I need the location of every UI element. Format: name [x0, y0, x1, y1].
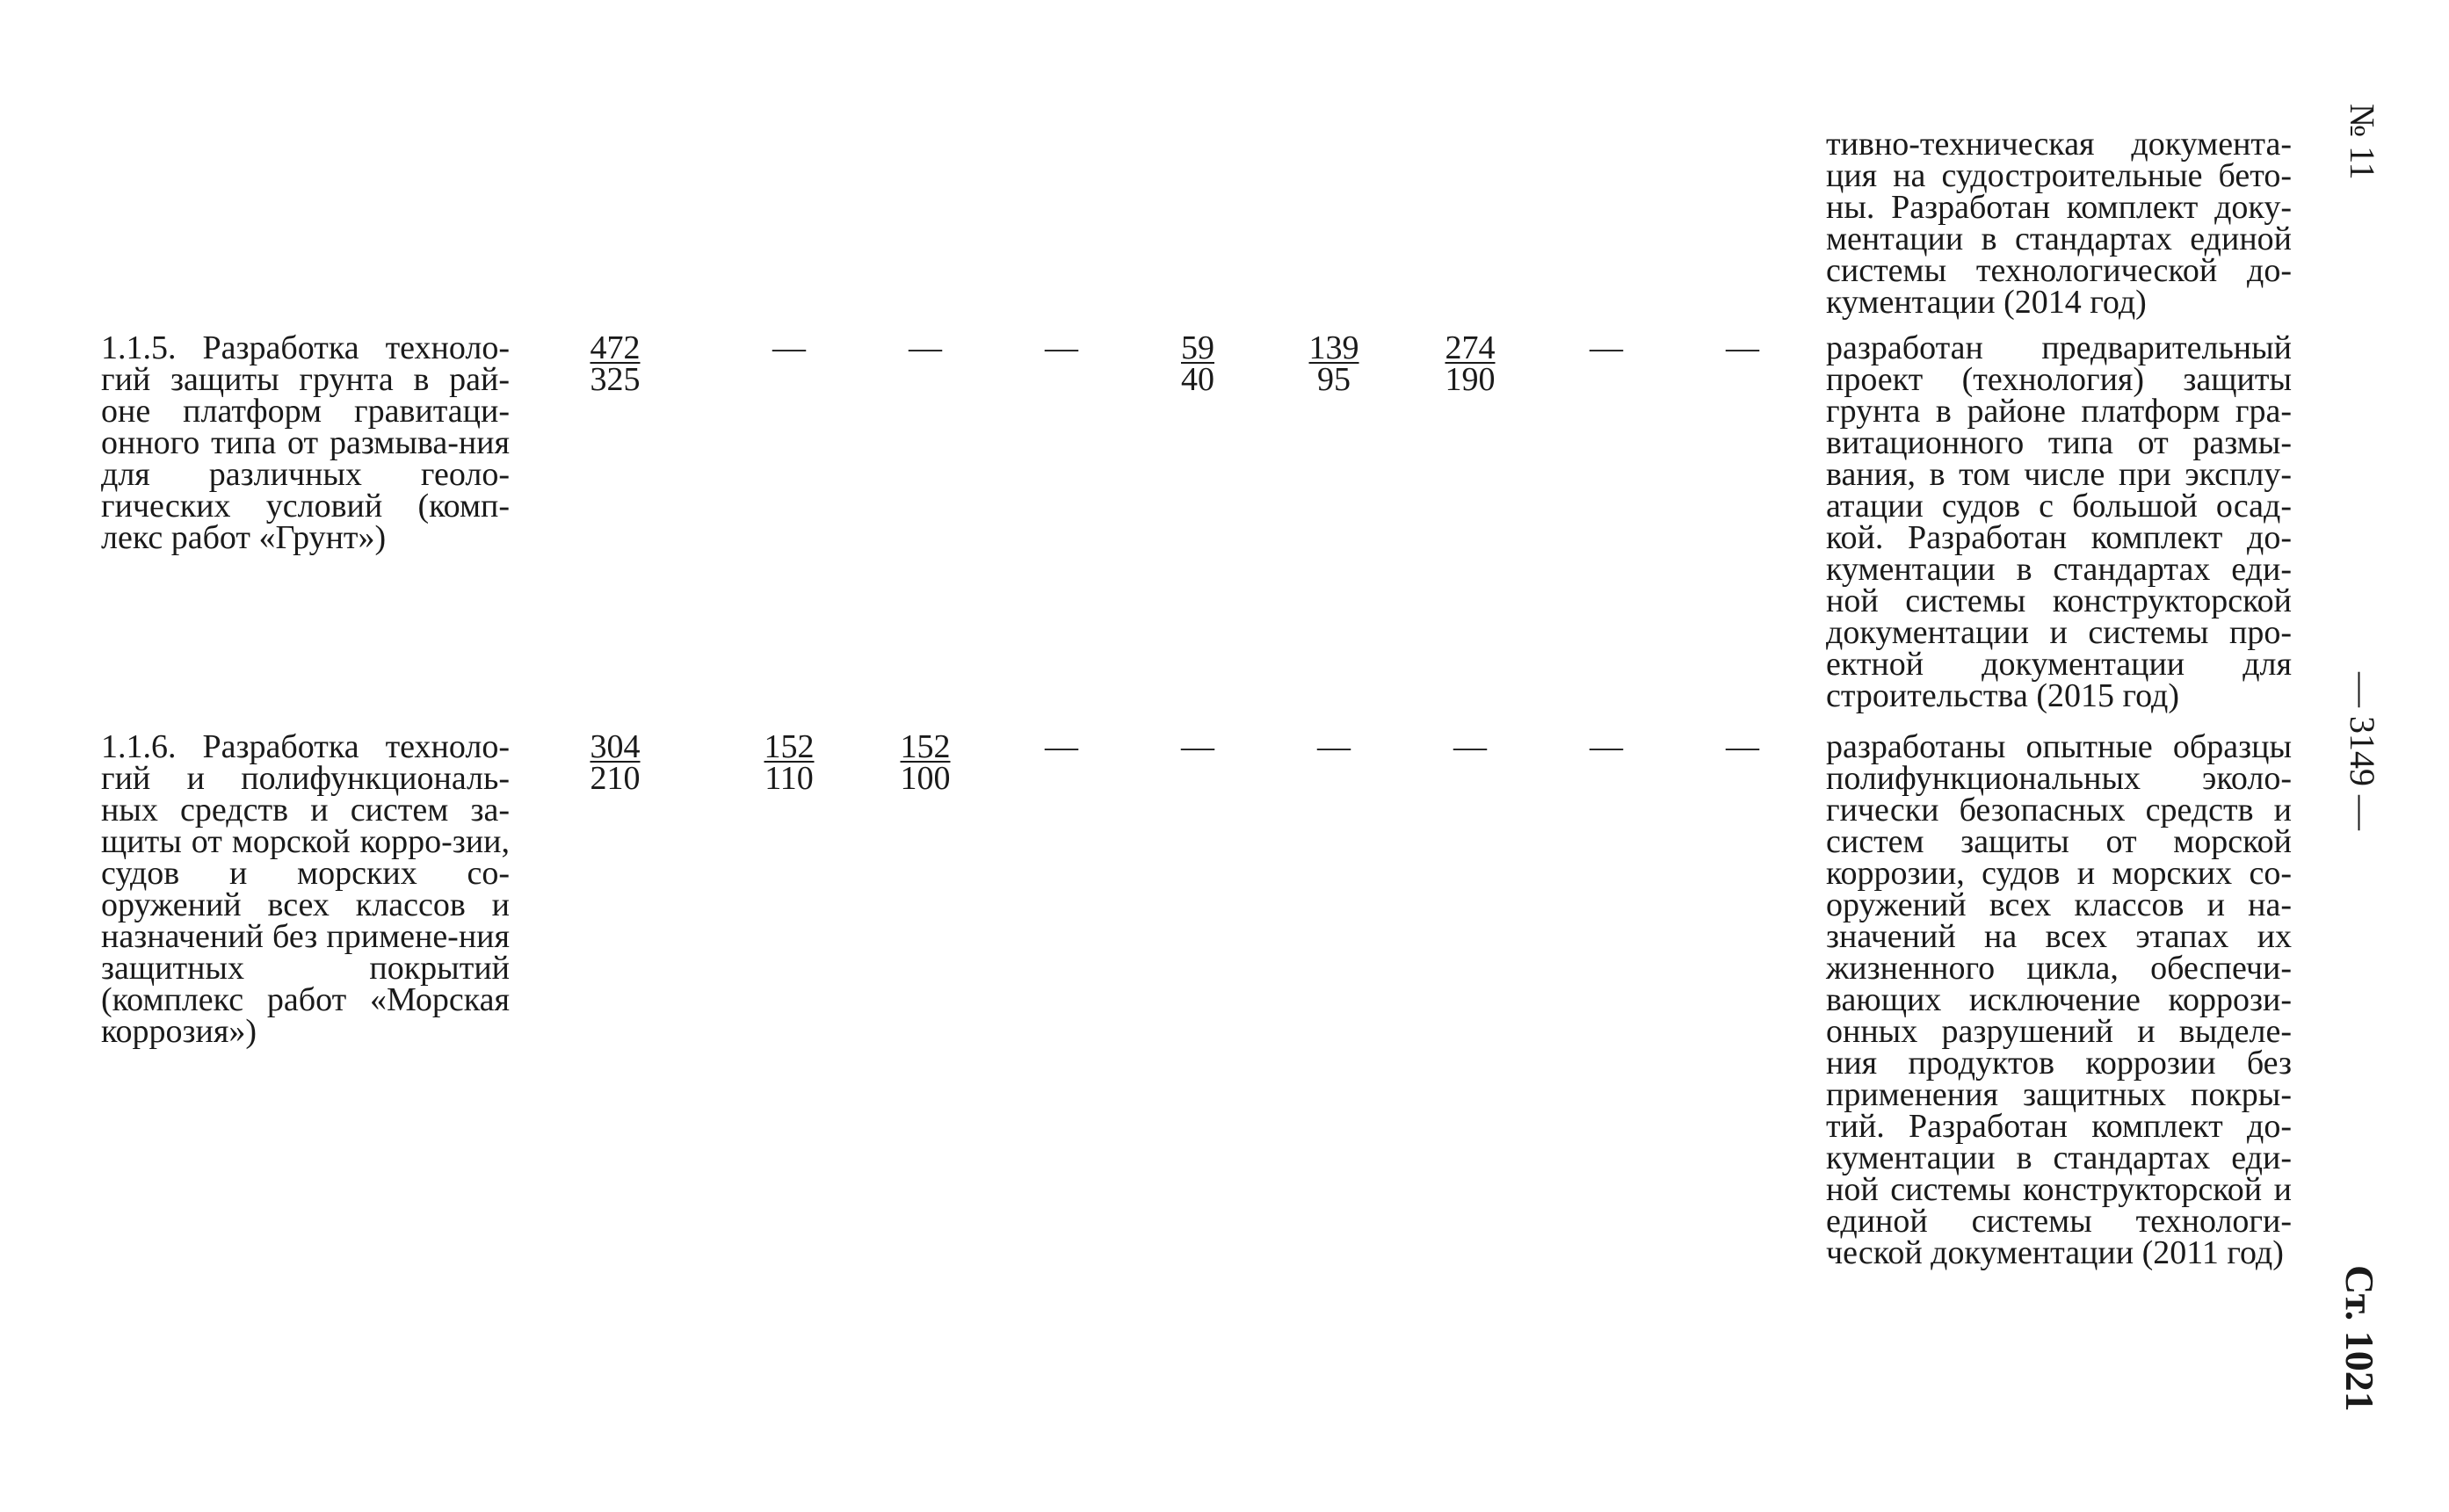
value-bottom: 95: [1317, 361, 1351, 398]
value-top: 274: [1445, 329, 1496, 366]
row-1-1-6-col-1: [554, 728, 677, 797]
row-1-1-6-col-8: [1545, 728, 1668, 765]
value-top: 152: [900, 728, 951, 765]
row-1-1-5-result: разработан предварительный проект (технология) защиты грунта в районе платформ гра-витационного типа от размы-вания, в том числе при эксплу-атации судов с большой осад-кой. Разработан комплект до-кументации в стандартах еди-ной системы конструкторской документации и системы про-ектной документации для строительства (2015 год): [1826, 329, 2292, 714]
value-top: 472: [590, 329, 641, 366]
value-bottom: 110: [764, 760, 814, 797]
row-1-1-5-col-3: [864, 329, 987, 366]
empty-dash: —: [1317, 728, 1351, 765]
value-top: 304: [590, 728, 641, 765]
row-1-1-6-col-5: [1136, 728, 1259, 765]
value-bottom: 40: [1181, 361, 1214, 398]
empty-dash: —: [1181, 728, 1214, 765]
row-1-1-6-col-7: [1409, 728, 1532, 765]
empty-dash: —: [772, 329, 806, 366]
value-bottom: 100: [900, 760, 951, 797]
row-1-1-6-col-4: [1000, 728, 1123, 765]
value-top: 139: [1308, 329, 1359, 366]
empty-dash: —: [1726, 329, 1759, 366]
value-bottom: 325: [590, 361, 641, 398]
row-1-1-5-col-2: [728, 329, 851, 366]
row-1-1-5-name: 1.1.5. Разработка техноло-гий защиты грунта в рай-оне платформ гравитаци-онного типа от размыва-ния для различных геоло-гических условий (комп-лекс работ «Грунт»): [101, 329, 510, 556]
row-1-1-6-col-2: [728, 728, 851, 797]
row-1-1-6-col-6: [1272, 728, 1395, 765]
value-bottom: 190: [1445, 361, 1496, 398]
value-bottom: 210: [590, 760, 641, 797]
row-1-1-5-col-7: [1409, 329, 1532, 398]
row-1-1-5-col-8: [1545, 329, 1668, 366]
empty-dash: —: [1590, 329, 1623, 366]
row-1-1-5-col-6: [1272, 329, 1395, 398]
previous-row-result-text: тивно-техническая документа-ция на судостроительные бето-ны. Разработан комплект доку-ментации в стандартах единой системы технологической до-кументации (2014 год): [1826, 126, 2292, 321]
row-1-1-5-col-4: [1000, 329, 1123, 366]
empty-dash: —: [909, 329, 942, 366]
row-1-1-5-col-1: [554, 329, 677, 398]
empty-dash: —: [1453, 728, 1487, 765]
page-number: — 3149 —: [2343, 672, 2382, 830]
row-1-1-6-name: 1.1.6. Разработка техноло-гий и полифункциональ-ных средств и систем за-щиты от морской корро-зии, судов и морских со-оружений всех классов и назначений без примене-ния защитных покрытий (комплекс работ «Морская коррозия»): [101, 728, 510, 1050]
row-1-1-5-col-5: [1136, 329, 1259, 398]
row-1-1-6-col-3: [864, 728, 987, 797]
empty-dash: —: [1726, 728, 1759, 765]
article-number: Ст. 1021: [2337, 1265, 2382, 1412]
empty-dash: —: [1045, 329, 1078, 366]
issue-number: № 11: [2343, 104, 2382, 180]
row-1-1-5-col-9: [1681, 329, 1804, 366]
value-top: 152: [764, 728, 815, 765]
row-1-1-6-col-9: [1681, 728, 1804, 765]
empty-dash: —: [1045, 728, 1078, 765]
value-top: 59: [1181, 329, 1214, 366]
row-1-1-6-result: разработаны опытные образцы полифункциональных эколо-гически безопасных средств и систем защиты от морской коррозии, судов и морских со-оружений всех классов и на-значений на всех этапах их жизненного цикла, обеспечи-вающих исключение коррози-онных разрушений и выделе-ния продуктов коррозии без применения защитных покры-тий. Разработан комплект до-кументации в стандартах еди-ной системы конструкторской и единой системы технологи-ческой документации (2011 год): [1826, 728, 2292, 1271]
empty-dash: —: [1590, 728, 1623, 765]
